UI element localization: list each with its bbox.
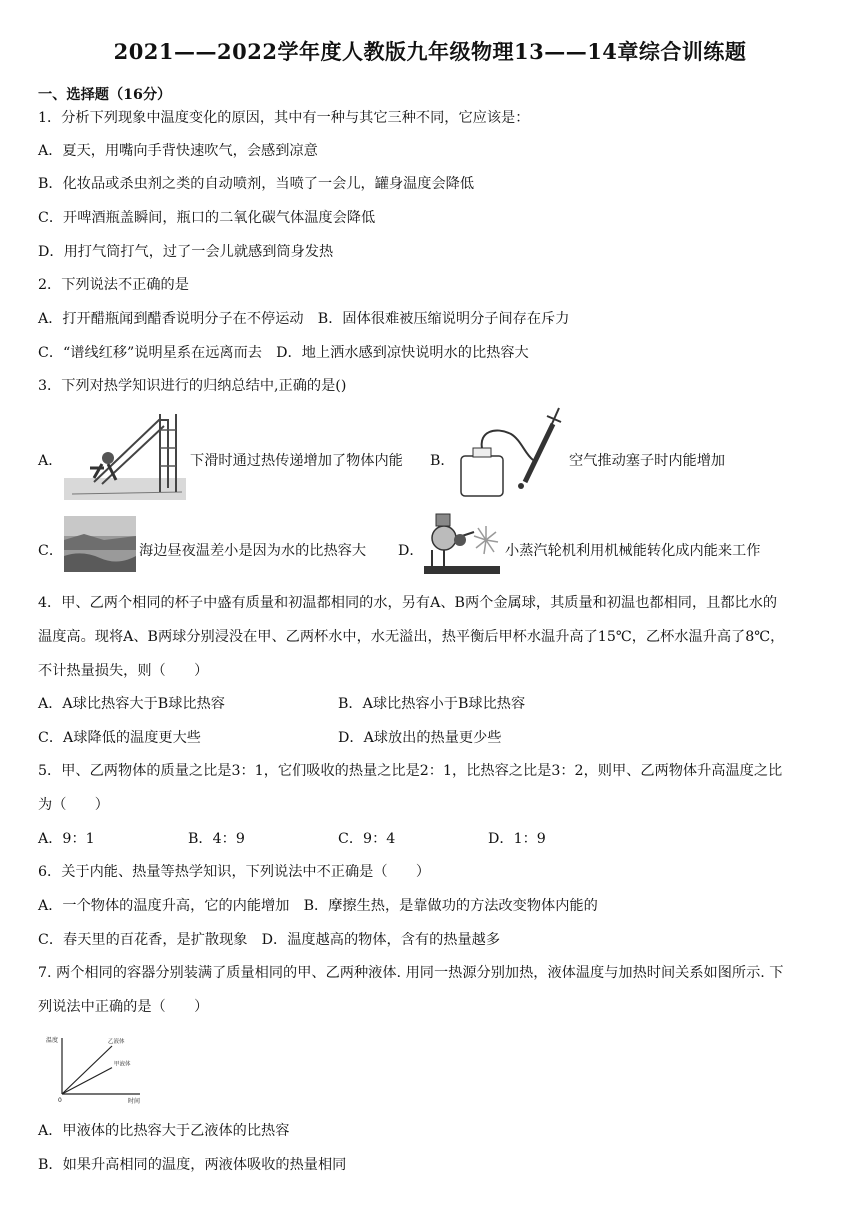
question-5-option-b: B．4：9 (188, 831, 245, 847)
question-1-option-b: B．化妆品或杀虫剂之类的自动喷剂，当喷了一会儿，罐身温度会降低 (38, 176, 475, 192)
question-3-stem: 3．下列对热学知识进行的归纳总结中,正确的是() (38, 378, 347, 394)
question-4-line-2: 温度高。现将A、B两球分别浸没在甲、乙两杯水中，水无溢出，热平衡后甲杯水温升高了15℃，乙杯水温升高了8℃， (38, 629, 785, 645)
question-7-option-b: B．如果升高相同的温度，两液体吸收的热量相同 (38, 1157, 347, 1173)
bottle-pump-image (455, 404, 567, 500)
chart-x-label: 时间 (128, 1098, 141, 1105)
question-4-option-a: A．A球比热容大于B球比热容 (38, 696, 225, 712)
question-2-options-cd: C．“谱线红移”说明星系在远离而去 D．地上洒水感到凉快说明水的比热容大 (38, 345, 529, 361)
question-4-line-3: 不计热量损失，则（ ） (38, 663, 209, 679)
question-4-option-c: C．A球降低的温度更大些 (38, 730, 201, 746)
chart-y-label: 温度 (46, 1037, 59, 1044)
slide-child-image (64, 408, 186, 500)
chart-origin-label: 0 (58, 1097, 62, 1104)
question-5-line-1: 5．甲、乙两物体的质量之比是3：1，它们吸收的热量之比是2：1，比热容之比是3：2，则甲、乙两物体升高温度之比 (38, 763, 783, 779)
temperature-time-chart (40, 1030, 150, 1106)
question-4-option-d: D．A球放出的热量更少些 (338, 730, 502, 746)
question-1-stem: 1．分析下列现象中温度变化的原因，其中有一种与其它三种不同，它应该是： (38, 110, 530, 126)
question-5-option-c: C．9：4 (338, 831, 396, 847)
question-5-option-d: D．1：9 (488, 831, 546, 847)
question-4-line-1: 4．甲、乙两个相同的杯子中盛有质量和初温都相同的水，另有A、B两个金属球，其质量和初温也都相同，且都比水的 (38, 595, 778, 611)
question-7-line-2: 列说法中正确的是（ ） (38, 999, 209, 1015)
question-3-option-b-label: B． (430, 453, 455, 469)
question-1-option-d: D．用打气筒打气，过了一会儿就感到筒身发热 (38, 244, 334, 260)
question-2-options-ab: A．打开醋瓶闻到醋香说明分子在不停运动 B．固体很难被压缩说明分子间存在斥力 (38, 311, 570, 327)
series-line-1 (62, 1068, 112, 1094)
question-4-option-b: B．A球比热容小于B球比热容 (338, 696, 526, 712)
question-2-stem: 2．下列说法不正确的是 (38, 277, 189, 293)
page-title: 2021——2022学年度人教版九年级物理13——14章综合训练题 (113, 39, 747, 64)
question-1-option-a: A．夏天，用嘴向手背快速吹气，会感到凉意 (38, 143, 318, 159)
question-3-option-c-label: C． (38, 543, 64, 559)
question-3-option-d-text: 小蒸汽轮机利用机械能转化成内能来工作 (505, 543, 761, 559)
question-3-option-c-text: 海边昼夜温差小是因为水的比热容大 (139, 543, 367, 559)
question-7-line-1: 7. 两个相同的容器分别装满了质量相同的甲、乙两种液体. 用同一热源分别加热，液体温度与加热时间关系如图所示. 下 (38, 965, 784, 981)
question-7-option-a: A．甲液体的比热容大于乙液体的比热容 (38, 1123, 290, 1139)
question-1-option-c: C．开啤酒瓶盖瞬间，瓶口的二氧化碳气体温度会降低 (38, 210, 376, 226)
question-6-options-ab: A．一个物体的温度升高，它的内能增加 B．摩擦生热，是靠做功的方法改变物体内能的 (38, 898, 598, 914)
series-line-0 (62, 1046, 112, 1094)
question-3-option-d-label: D． (398, 543, 424, 559)
question-3-option-a-label: A． (38, 453, 63, 469)
steam-turbine-image (422, 510, 502, 578)
question-3-option-a-text: 下滑时通过热传递增加了物体内能 (190, 453, 403, 469)
question-6-options-cd: C．春天里的百花香，是扩散现象 D．温度越高的物体，含有的热量越多 (38, 932, 501, 948)
question-6-stem: 6．关于内能、热量等热学知识，下列说法中不正确是（ ） (38, 864, 431, 880)
question-3-option-b-text: 空气推动塞子时内能增加 (569, 453, 726, 469)
seaside-photo-image (64, 516, 136, 572)
section-heading: 一、选择题（16分） (38, 87, 172, 103)
series-label-1: 甲液体 (114, 1061, 131, 1068)
question-5-line-2: 为（ ） (38, 797, 109, 813)
series-label-0: 乙液体 (108, 1039, 125, 1045)
question-5-option-a: A．9：1 (38, 831, 95, 847)
